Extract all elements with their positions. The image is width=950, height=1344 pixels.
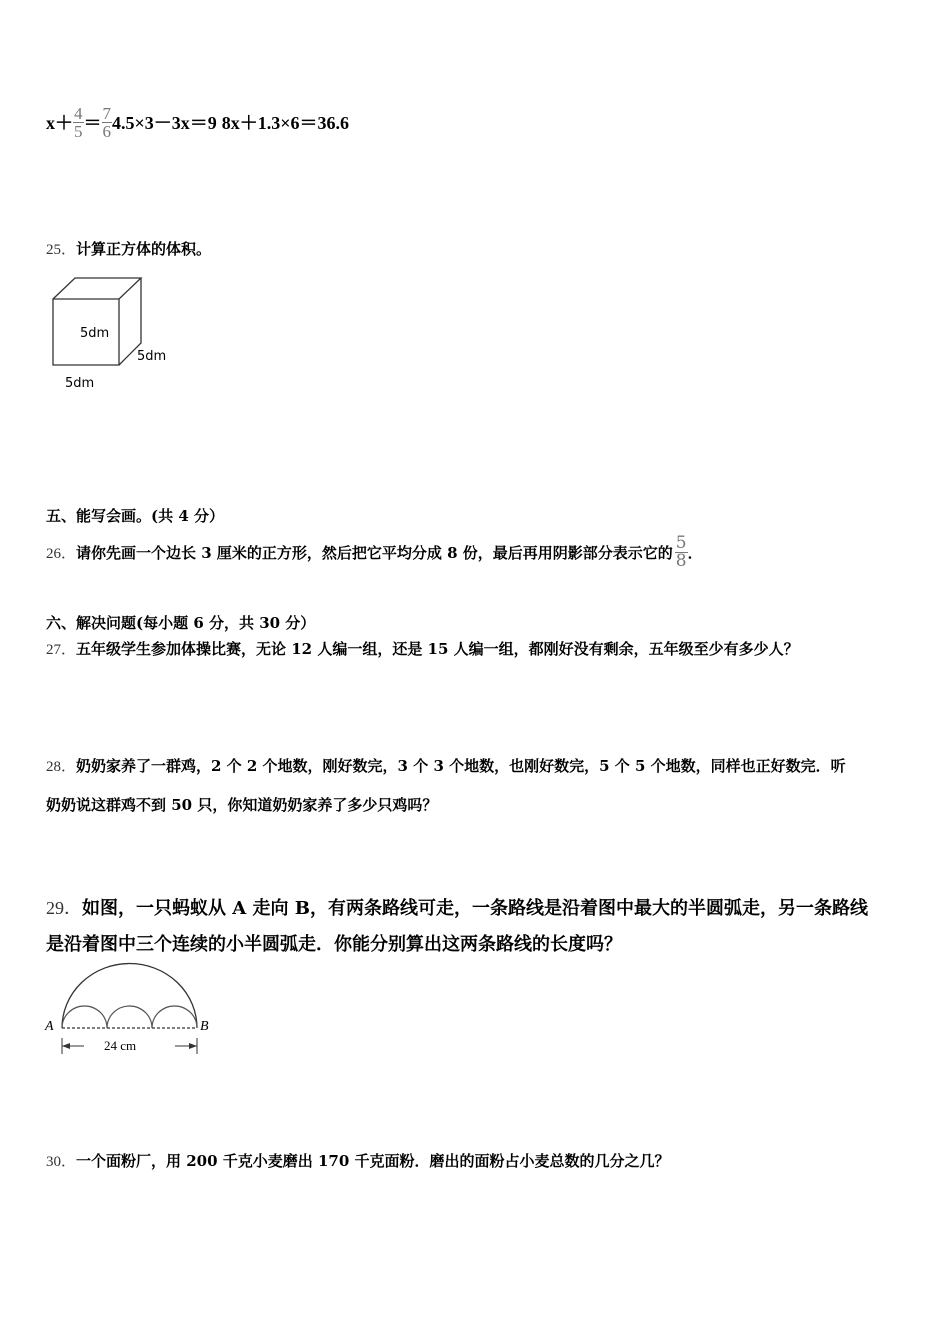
question-25 <box>46 238 211 259</box>
question-number: 25． <box>46 242 77 258</box>
point-a-label: A <box>45 1019 54 1034</box>
question-29 <box>46 890 868 963</box>
semicircle-figure <box>42 958 217 1058</box>
question-text: 五年级学生参加体操比赛，无论 12 人编一组，还是 15 人编一组，都刚好没有剩余，五年级至少有多少人？ <box>76 640 799 658</box>
question-text: 一个面粉厂，用 200 千克小麦磨出 170 千克面粉．磨出的面粉占小麦总数的几分之几？ <box>76 1152 670 1170</box>
question-number: 29． <box>46 898 82 918</box>
cube-front-label: 5dm <box>80 326 110 341</box>
cube-side-label: 5dm <box>137 349 167 364</box>
fraction-5-8: $\frac{5}{8}$ <box>675 532 687 571</box>
equals-sign: ＝ <box>83 113 102 133</box>
section-6-title: 六、解决问题(每小题 6 分，共 30 分） <box>46 614 316 632</box>
fraction-7-6: $\frac{7}{6}$ <box>102 103 111 141</box>
equation-3: 8x＋1.3×6＝36.6 <box>221 113 350 133</box>
question-line-1: 28．奶奶家养了一群鸡，2 个 2 个地数，刚好数完，3 个 3 个地数，也刚好数完，5 个 5 个地数，同样也正好数完．听 <box>46 757 846 775</box>
question-number: 30． <box>46 1154 77 1170</box>
length-label: 24 cm <box>104 1038 137 1053</box>
equation-2: 4.5×3－3x＝9 <box>112 113 217 133</box>
question-27 <box>46 638 799 659</box>
equations-line <box>46 100 349 144</box>
cube-bottom-label: 5dm <box>65 376 95 391</box>
question-26 <box>46 528 703 576</box>
question-line-1: 29．如图，一只蚂蚁从 A 走向 B，有两条路线可走，一条路线是沿着图中最大的半圆弧走，另一条路线 <box>46 898 868 919</box>
equation-1-prefix: x＋ <box>46 113 73 133</box>
cube-figure <box>50 275 180 400</box>
question-number: 26． <box>46 545 77 562</box>
question-number: 27． <box>46 642 77 658</box>
point-b-label: B <box>200 1019 209 1034</box>
question-30 <box>46 1150 670 1171</box>
question-text: 计算正方体的体积。 <box>76 240 212 258</box>
question-suffix: ． <box>687 543 703 562</box>
section-5-title: 五、能写会画。(共 4 分） <box>46 507 224 525</box>
question-line-2: 奶奶说这群鸡不到 50 只，你知道奶奶家养了多少只鸡吗？ <box>46 796 438 814</box>
question-text: 请你先画一个边长 3 厘米的正方形，然后把它平均分成 8 份，最后再用阴影部分表示它的 <box>76 543 673 562</box>
question-line-2: 是沿着图中三个连续的小半圆弧走．你能分别算出这两条路线的长度吗？ <box>46 934 622 955</box>
question-28 <box>46 747 846 824</box>
fraction-4-5: $\frac{4}{5}$ <box>74 103 83 141</box>
question-number: 28． <box>46 759 77 775</box>
